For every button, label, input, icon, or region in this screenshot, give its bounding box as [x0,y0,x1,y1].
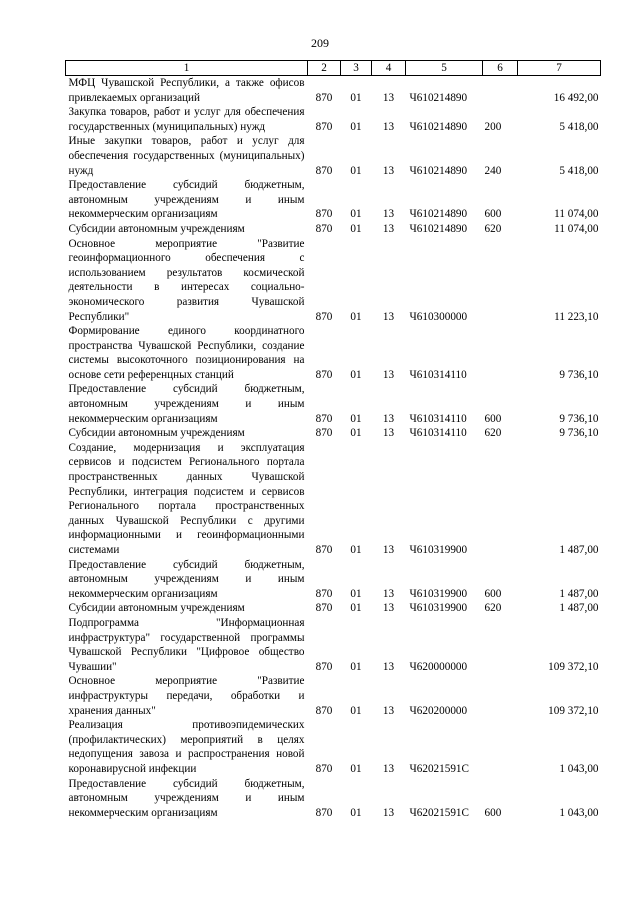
row-target-article: Ч610319900 [409,587,468,600]
row-section-code: 01 [350,412,362,425]
row-name: Основное мероприятие "Развитие инфраструктуры передачи, обработки и хранения данных" [68,675,305,717]
row-amount: 16 492,00 [553,91,599,104]
row-amount: 1 043,00 [559,762,599,775]
row-section-code: 01 [350,427,362,440]
row-section-code: 01 [350,704,362,717]
table-body [66,76,601,821]
row-gr-code: 870 [315,704,333,717]
row-target-article: Ч610319900 [409,544,468,556]
row-amount: 1 487,00 [559,544,599,556]
row-section-code: 01 [350,208,362,221]
row-target-article: Ч62021591С [409,762,469,775]
row-expense-type: 620 [484,427,502,440]
row-gr-code: 870 [315,368,333,381]
header-col-4: 4 [372,61,406,76]
row-section-code: 01 [350,544,362,556]
table-row [66,601,601,616]
row-section-code: 01 [350,91,362,104]
row-expense-type [483,674,518,718]
table-row [66,237,601,325]
row-subsection-code: 13 [382,412,395,425]
row-target-article: Ч610300000 [409,310,468,323]
row-subsection-code: 13 [382,91,395,104]
row-expense-type: 620 [484,602,502,615]
row-gr-code: 870 [315,806,333,819]
row-gr-code: 870 [315,412,333,425]
row-amount: 9 736,10 [559,412,599,425]
row-expense-type: 600 [484,806,502,819]
row-subsection-code: 13 [382,222,395,235]
row-target-article: Ч610214890 [409,120,468,133]
row-target-article: Ч610214890 [409,222,468,235]
table-row [66,616,601,674]
row-amount: 11 074,00 [554,208,599,221]
row-expense-type [483,616,518,674]
table-row [66,441,601,558]
row-gr-code: 870 [315,91,333,104]
row-section-code: 01 [350,164,362,177]
table-row [66,718,601,776]
row-amount: 1 043,00 [559,806,599,819]
row-name: Предоставление субсидий бюджетным, автономным учреждениям и иным некоммерческим организациям [68,179,305,221]
row-section-code: 01 [350,120,362,133]
row-expense-type: 600 [484,208,502,221]
row-target-article: Ч620200000 [409,704,468,717]
header-col-5: 5 [406,61,483,76]
row-section-code: 01 [350,602,362,615]
row-subsection-code: 13 [382,368,395,381]
table-header [66,61,601,76]
table-row [66,674,601,718]
row-name: Субсидии автономным учреждениям [68,222,245,235]
row-expense-type: 240 [484,164,502,177]
header-col-2: 2 [308,61,341,76]
row-gr-code: 870 [315,544,333,556]
row-amount: 109 372,10 [548,704,599,717]
row-name: Субсидии автономным учреждениям [68,602,245,615]
row-expense-type [483,441,518,558]
row-section-code: 01 [350,222,362,235]
table-row [66,426,601,441]
row-subsection-code: 13 [382,806,395,819]
row-target-article: Ч620000000 [409,660,468,673]
row-expense-type [483,324,518,382]
table-row [66,382,601,426]
table-row [66,178,601,222]
row-target-article: Ч62021591С [409,806,469,819]
row-amount: 109 372,10 [548,660,599,673]
row-amount: 1 487,00 [559,587,599,600]
table-row [66,105,601,134]
row-section-code: 01 [350,806,362,819]
table-row [66,777,601,821]
row-expense-type: 200 [484,120,502,133]
row-expense-type [483,237,518,325]
row-gr-code: 870 [315,310,333,323]
row-gr-code: 870 [315,164,333,177]
row-section-code: 01 [350,368,362,381]
row-subsection-code: 13 [382,164,395,177]
row-amount: 11 223,10 [554,310,599,323]
table-row [66,76,601,106]
row-target-article: Ч610214890 [409,91,468,104]
row-expense-type: 600 [484,587,502,600]
row-name: Предоставление субсидий бюджетным, автономным учреждениям и иным некоммерческим организациям [68,383,305,425]
row-amount: 1 487,00 [559,602,599,615]
row-name: Формирование единого координатного пространства Чувашской Республики, создание системы высокоточного позиционирования на основе сети референцных станций [68,325,305,381]
row-name: Предоставление субсидий бюджетным, автономным учреждениям и иным некоммерческим организациям [68,777,305,819]
row-expense-type: 600 [484,412,502,425]
row-amount: 9 736,10 [559,427,599,440]
row-section-code: 01 [350,587,362,600]
page-number: 209 [311,36,329,50]
row-gr-code: 870 [315,587,333,600]
row-target-article: Ч610314110 [409,368,467,381]
row-amount: 11 074,00 [554,222,599,235]
row-target-article: Ч610319900 [409,602,468,615]
row-section-code: 01 [350,310,362,323]
table-row [66,324,601,382]
header-col-1: 1 [66,61,308,76]
row-name: Закупка товаров, работ и услуг для обеспечения государственных (муниципальных) нужд [68,106,305,133]
row-subsection-code: 13 [382,120,395,133]
row-subsection-code: 13 [382,660,395,673]
row-subsection-code: 13 [382,704,395,717]
row-name: Субсидии автономным учреждениям [68,427,245,440]
row-amount: 9 736,10 [559,368,599,381]
table-row [66,558,601,602]
row-gr-code: 870 [315,602,333,615]
row-subsection-code: 13 [382,208,395,221]
budget-table [65,60,601,820]
row-section-code: 01 [350,660,362,673]
header-col-6: 6 [483,61,518,76]
row-expense-type [483,76,518,106]
header-row [66,61,601,76]
row-gr-code: 870 [315,762,333,775]
row-subsection-code: 13 [382,544,395,556]
row-subsection-code: 13 [382,587,395,600]
row-gr-code: 870 [315,660,333,673]
row-name: Предоставление субсидий бюджетным, автономным учреждениям и иным некоммерческим организациям [68,558,305,600]
row-subsection-code: 13 [382,602,395,615]
header-col-3: 3 [341,61,372,76]
table-row [66,222,601,237]
row-target-article: Ч610214890 [409,208,468,221]
row-name: Реализация противоэпидемических (профилактических) мероприятий в целях недопущения завоза и распространения новой коронавирусной инфекции [68,719,305,775]
table-row [66,134,601,178]
row-gr-code: 870 [315,222,333,235]
header-col-7: 7 [518,61,601,76]
row-name: Основное мероприятие "Развитие геоинформационного обеспечения с использованием результатов космической деятельности в интересах социально-экономического развития Чувашской Республики" [68,237,305,323]
row-gr-code: 870 [315,208,333,221]
row-expense-type [483,718,518,776]
row-target-article: Ч610314110 [409,412,467,425]
row-subsection-code: 13 [382,310,395,323]
row-target-article: Ч610214890 [409,164,468,177]
row-amount: 5 418,00 [559,164,599,177]
row-target-article: Ч610314110 [409,427,467,440]
row-name: Создание, модернизация и эксплуатация сервисов и подсистем Регионального портала пространственных данных Чувашской Республики, интеграция подсистем и сервисов Регионального портала пространственных данных Чувашской Республики с другими информационными и геоинформационными системами [68,441,305,556]
row-subsection-code: 13 [382,427,395,440]
row-subsection-code: 13 [382,762,395,775]
row-gr-code: 870 [315,427,333,440]
row-name: Иные закупки товаров, работ и услуг для обеспечения государственных (муниципальных) нужд [68,135,305,177]
row-section-code: 01 [350,762,362,775]
row-amount: 5 418,00 [559,120,599,133]
row-name: Подпрограмма "Информационная инфраструктура" государственной программы Чувашской Республики "Цифровое общество Чувашии" [68,616,305,673]
row-expense-type: 620 [484,222,502,235]
row-name: МФЦ Чувашской Республики, а также офисов привлекаемых организаций [68,77,305,104]
row-gr-code: 870 [315,120,333,133]
